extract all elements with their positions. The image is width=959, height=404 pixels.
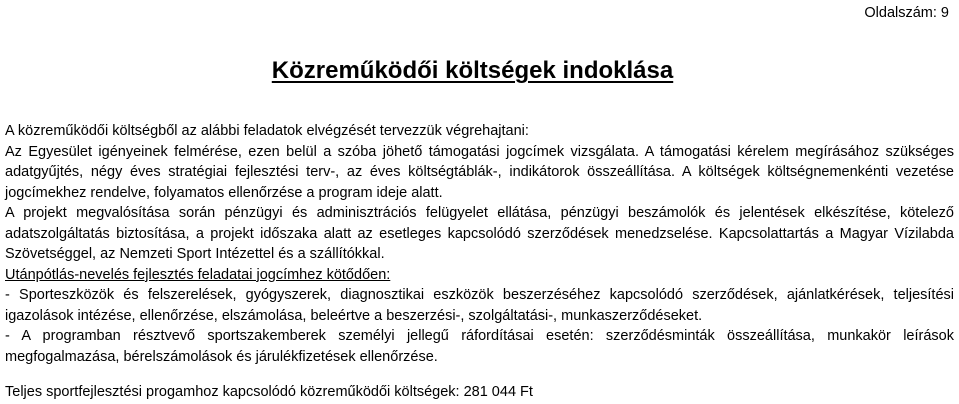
assessment-paragraph: Az Egyesület igényeinek felmérése, ezen belül a szóba jöhető támogatási jogcímek vizsgálata. A támogatási kérelem megírásához szükséges adatgyűjtés, négy éves stratégiai fejlesztési terv-, az éves költségtáblák-, indikátorok összeállítása. A költségek költségnemenkénti vezetése jogcímekhez rendelve, folyamatos ellenőrzése a program ideje alatt. (5, 143, 954, 201)
total-cost-line: Teljes sportfejlesztési progamhoz kapcsolódó közreműködői költségek: 281 044 Ft (5, 384, 533, 400)
personnel-paragraph: - A programban résztvevő sportszakemberek személyi jellegű ráfordításai esetén: szerződésminták összeállítása, munkakör leírások megfogalmazása, bérelszámolások és járulékfizetések ellenőrzése. (5, 328, 954, 365)
page-number: Oldalszám: 9 (864, 5, 949, 21)
intro-paragraph: A közreműködői költségből az alábbi feladatok elvégzését tervezzük végrehajtani: (5, 123, 529, 139)
equipment-paragraph: - Sporteszközök és felszerelések, gyógyszerek, diagnosztikai eszközök beszerzéséhez kapcsolódó szerződések, ajánlatkérések, teljesítési igazolások intézése, ellenőrzése, elszámolása, beleértve a beszerzési-, szolgáltatási-, munkaszerződéseket. (5, 287, 954, 324)
document-body (5, 121, 954, 367)
youth-development-heading: Utánpótlás-nevelés fejlesztés feladatai jogcímhez kötődően: (5, 266, 391, 283)
implementation-paragraph: A projekt megvalósítása során pénzügyi és adminisztrációs felügyelet ellátása, pénzügyi beszámolók és jelentések elkészítése, kötelező adatszolgáltatás biztosítása, a projekt időszaka alatt az esetleges kapcsolódó szerződések menedzselése. Kapcsolattartás a Magyar Vízilabda Szövetséggel, az Nemzeti Sport Intézettel és a szállítókkal. (5, 205, 954, 262)
page-title: Közreműködői költségek indoklása (271, 57, 674, 84)
